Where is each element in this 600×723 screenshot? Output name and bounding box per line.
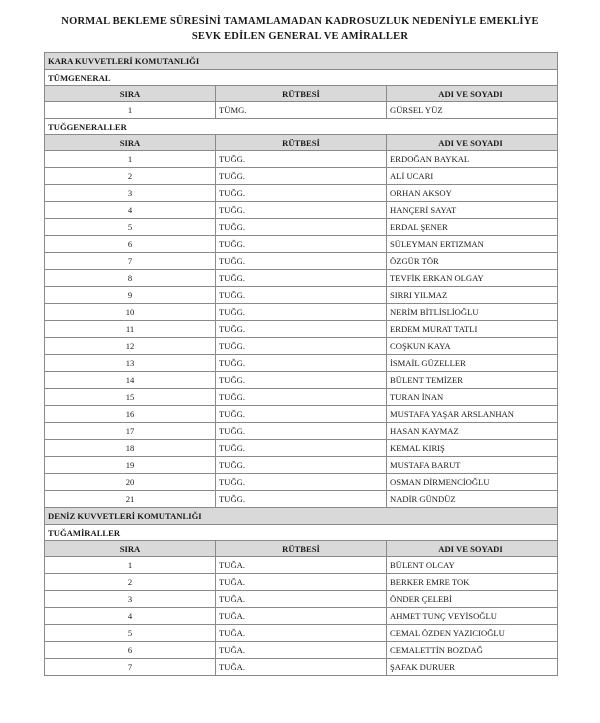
row-rank: TUĞG.	[216, 491, 387, 508]
table-row	[45, 185, 558, 202]
row-name: HANÇERİ SAYAT	[387, 202, 558, 219]
row-name: AHMET TUNÇ VEYİSOĞLU	[387, 608, 558, 625]
row-name: HASAN KAYMAZ	[387, 423, 558, 440]
row-name: KEMAL KIRIŞ	[387, 440, 558, 457]
row-rank: TUĞA.	[216, 659, 387, 676]
row-rank: TUĞA.	[216, 625, 387, 642]
row-name: NERİM BİTLİSLİOĞLU	[387, 304, 558, 321]
title-line-1: NORMAL BEKLEME SÜRESİNİ TAMAMLAMADAN KADROSUZLUK NEDENİYLE EMEKLİYE	[61, 16, 539, 27]
table-row	[45, 304, 558, 321]
table-row	[45, 440, 558, 457]
row-name: BÜLENT TEMİZER	[387, 372, 558, 389]
row-name: CEMAL ÖZDEN YAZICIOĞLU	[387, 625, 558, 642]
row-name: NADİR GÜNDÜZ	[387, 491, 558, 508]
rank-group-row	[45, 70, 558, 86]
table-row	[45, 338, 558, 355]
row-rank: TUĞG.	[216, 338, 387, 355]
row-rank: TUĞA.	[216, 608, 387, 625]
row-rank: TUĞG.	[216, 440, 387, 457]
row-name: ERDEM MURAT TATLI	[387, 321, 558, 338]
table-row	[45, 557, 558, 574]
table-row	[45, 253, 558, 270]
row-name: ÖZGÜR TÖR	[387, 253, 558, 270]
row-rank: TUĞG.	[216, 321, 387, 338]
row-rank: TUĞA.	[216, 591, 387, 608]
table-row	[45, 659, 558, 676]
row-rank: TUĞG.	[216, 389, 387, 406]
row-number: 1	[45, 102, 216, 119]
header-ad-soyad: ADI VE SOYADI	[387, 86, 558, 102]
title-line-2: SEVK EDİLEN GENERAL VE AMİRALLER	[191, 31, 409, 42]
row-number: 3	[45, 591, 216, 608]
table-row	[45, 372, 558, 389]
row-rank: TUĞG.	[216, 457, 387, 474]
row-number: 1	[45, 557, 216, 574]
row-number: 11	[45, 321, 216, 338]
row-name: SÜLEYMAN ERTIZMAN	[387, 236, 558, 253]
row-name: ALİ UCARI	[387, 168, 558, 185]
row-name: İSMAİL GÜZELLER	[387, 355, 558, 372]
row-rank: TUĞG.	[216, 168, 387, 185]
table-row	[45, 151, 558, 168]
row-rank: TUĞG.	[216, 219, 387, 236]
row-rank: TUĞG.	[216, 202, 387, 219]
row-number: 18	[45, 440, 216, 457]
table-row	[45, 102, 558, 119]
table-row	[45, 423, 558, 440]
row-name: BERKER EMRE TOK	[387, 574, 558, 591]
row-name: MUSTAFA BARUT	[387, 457, 558, 474]
header-rutbe: RÜTBESİ	[216, 541, 387, 557]
row-number: 2	[45, 574, 216, 591]
header-sira: SIRA	[45, 86, 216, 102]
header-sira: SIRA	[45, 541, 216, 557]
row-name: OSMAN DİRMENCİOĞLU	[387, 474, 558, 491]
row-number: 5	[45, 625, 216, 642]
personnel-table	[44, 52, 558, 676]
table-row	[45, 406, 558, 423]
header-sira: SIRA	[45, 135, 216, 151]
table-row	[45, 608, 558, 625]
table-row	[45, 219, 558, 236]
row-number: 9	[45, 287, 216, 304]
row-number: 16	[45, 406, 216, 423]
row-rank: TUĞG.	[216, 355, 387, 372]
table-row	[45, 355, 558, 372]
row-name: TURAN İNAN	[387, 389, 558, 406]
row-number: 19	[45, 457, 216, 474]
row-rank: TUĞG.	[216, 253, 387, 270]
table-row	[45, 474, 558, 491]
row-rank: TÜMG.	[216, 102, 387, 119]
row-rank: TUĞG.	[216, 236, 387, 253]
row-name: SIRRI YILMAZ	[387, 287, 558, 304]
table-row	[45, 287, 558, 304]
column-header-row	[45, 135, 558, 151]
row-number: 8	[45, 270, 216, 287]
command-name: KARA KUVVETLERİ KOMUTANLIĞI	[45, 53, 558, 70]
table-row	[45, 625, 558, 642]
header-ad-soyad: ADI VE SOYADI	[387, 135, 558, 151]
row-rank: TUĞG.	[216, 151, 387, 168]
row-name: BÜLENT OLCAY	[387, 557, 558, 574]
row-name: ERDAL ŞENER	[387, 219, 558, 236]
row-rank: TUĞG.	[216, 423, 387, 440]
row-name: GÜRSEL YÜZ	[387, 102, 558, 119]
rank-group-name: TUĞGENERALLER	[45, 119, 558, 135]
table-row	[45, 202, 558, 219]
row-number: 7	[45, 659, 216, 676]
table-row	[45, 389, 558, 406]
row-rank: TUĞG.	[216, 406, 387, 423]
table-row	[45, 236, 558, 253]
command-name: DENİZ KUVVETLERİ KOMUTANLIĞI	[45, 508, 558, 525]
row-name: ORHAN AKSOY	[387, 185, 558, 202]
row-number: 4	[45, 202, 216, 219]
row-rank: TUĞA.	[216, 574, 387, 591]
row-number: 1	[45, 151, 216, 168]
rank-group-row	[45, 119, 558, 135]
row-name: COŞKUN KAYA	[387, 338, 558, 355]
table-row	[45, 270, 558, 287]
row-number: 6	[45, 236, 216, 253]
row-number: 21	[45, 491, 216, 508]
row-rank: TUĞG.	[216, 304, 387, 321]
row-name: TEVFİK ERKAN OLGAY	[387, 270, 558, 287]
row-rank: TUĞG.	[216, 372, 387, 389]
row-rank: TUĞG.	[216, 185, 387, 202]
row-number: 2	[45, 168, 216, 185]
table-row	[45, 168, 558, 185]
row-number: 7	[45, 253, 216, 270]
row-name: ERDOĞAN BAYKAL	[387, 151, 558, 168]
rank-group-name: TUĞAMİRALLER	[45, 525, 558, 541]
row-rank: TUĞA.	[216, 557, 387, 574]
table-row	[45, 321, 558, 338]
row-number: 10	[45, 304, 216, 321]
row-rank: TUĞG.	[216, 270, 387, 287]
rank-group-name: TÜMGENERAL	[45, 70, 558, 86]
row-name: MUSTAFA YAŞAR ARSLANHAN	[387, 406, 558, 423]
row-number: 20	[45, 474, 216, 491]
header-rutbe: RÜTBESİ	[216, 86, 387, 102]
row-name: ŞAFAK DURUER	[387, 659, 558, 676]
row-number: 12	[45, 338, 216, 355]
table-row	[45, 457, 558, 474]
row-rank: TUĞG.	[216, 474, 387, 491]
row-rank: TUĞG.	[216, 287, 387, 304]
row-name: ÖNDER ÇELEBİ	[387, 591, 558, 608]
row-number: 6	[45, 642, 216, 659]
table-row	[45, 642, 558, 659]
row-number: 15	[45, 389, 216, 406]
row-number: 5	[45, 219, 216, 236]
command-row	[45, 508, 558, 525]
personnel-table-body	[45, 53, 558, 676]
document-title	[0, 14, 600, 44]
row-rank: TUĞA.	[216, 642, 387, 659]
table-row	[45, 574, 558, 591]
row-number: 17	[45, 423, 216, 440]
rank-group-row	[45, 525, 558, 541]
row-number: 14	[45, 372, 216, 389]
header-rutbe: RÜTBESİ	[216, 135, 387, 151]
table-row	[45, 591, 558, 608]
column-header-row	[45, 541, 558, 557]
row-number: 3	[45, 185, 216, 202]
row-number: 4	[45, 608, 216, 625]
command-row	[45, 53, 558, 70]
row-name: CEMALETTİN BOZDAĞ	[387, 642, 558, 659]
row-number: 13	[45, 355, 216, 372]
header-ad-soyad: ADI VE SOYADI	[387, 541, 558, 557]
column-header-row	[45, 86, 558, 102]
table-row	[45, 491, 558, 508]
